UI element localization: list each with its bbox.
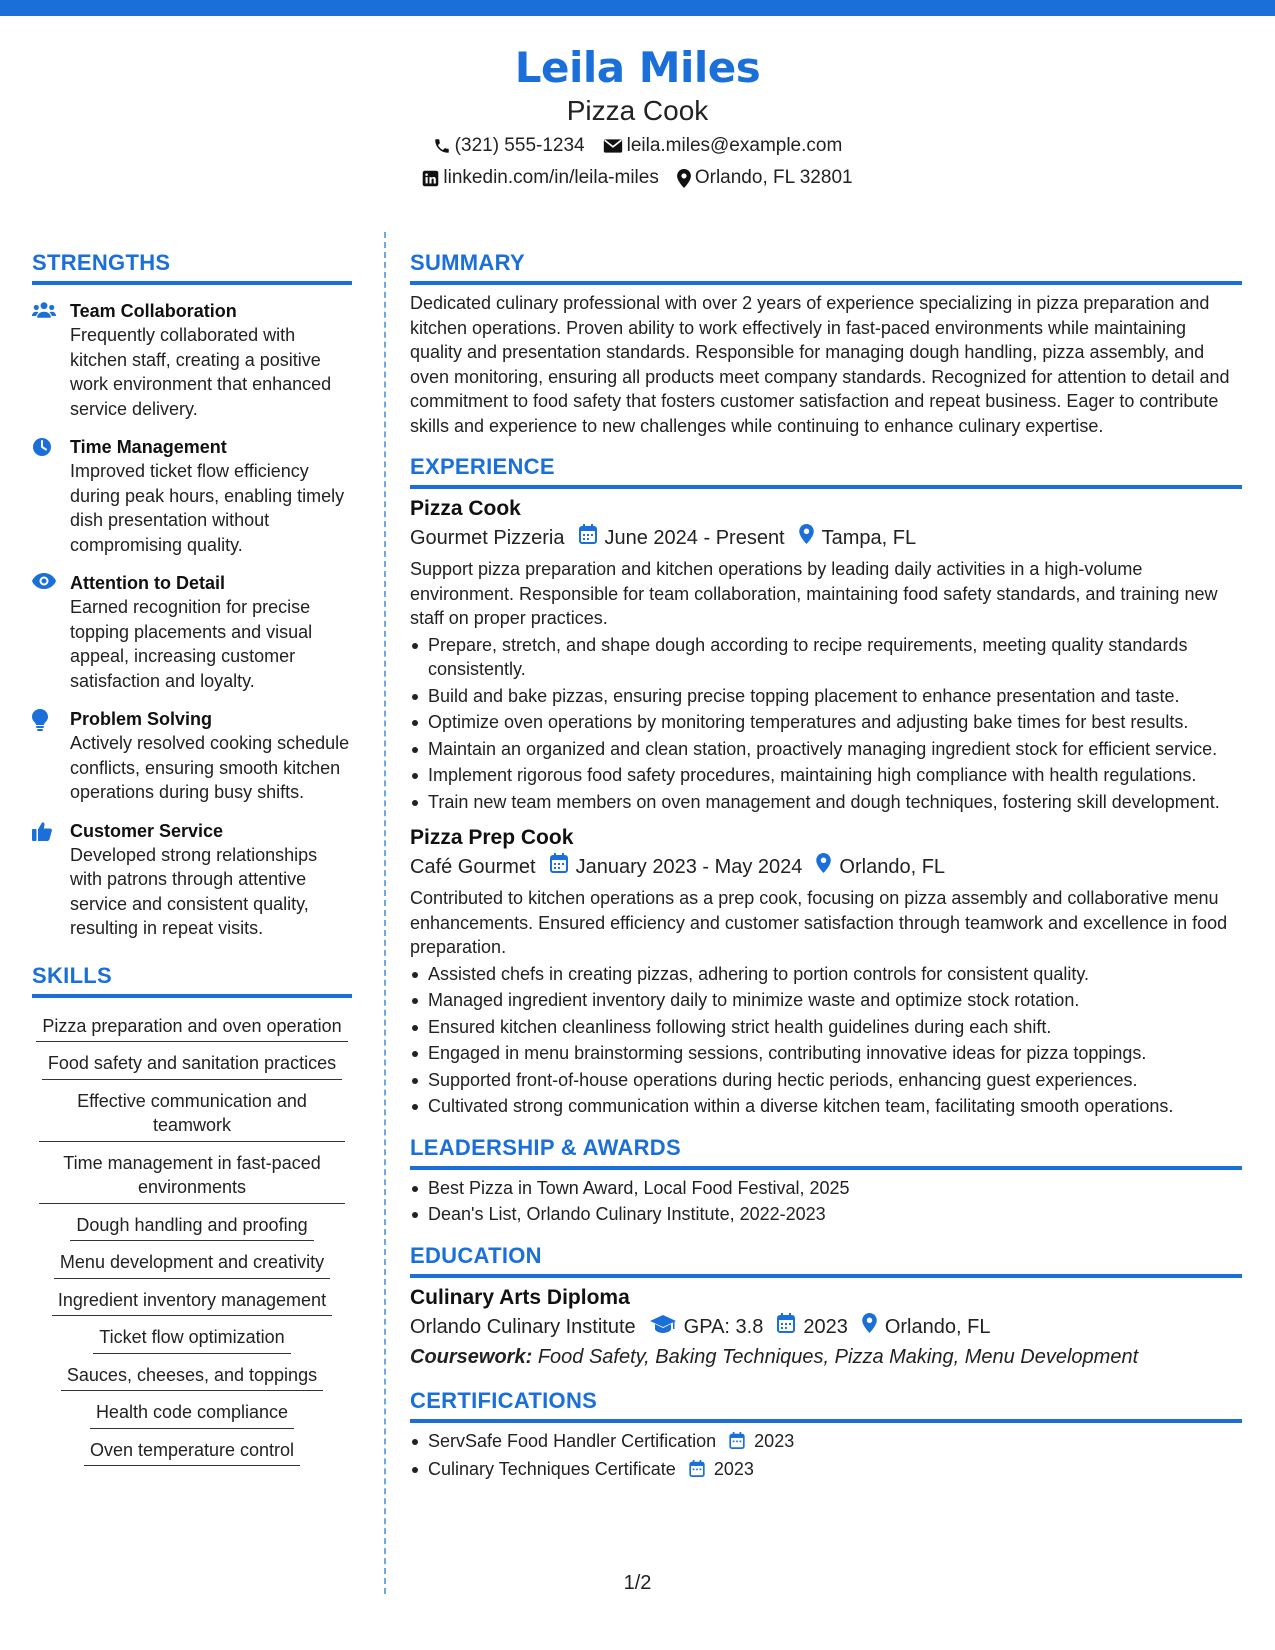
job-entry <box>410 824 1242 1119</box>
strength-item <box>32 707 352 805</box>
strength-name: Attention to Detail <box>70 573 225 593</box>
job-dates-wrap <box>550 852 803 882</box>
coursework-line <box>410 1342 1242 1372</box>
edu-year: 2023 <box>803 1315 848 1338</box>
skill-label: Menu development and creativity <box>54 1250 330 1279</box>
education-heading: EDUCATION <box>410 1242 542 1268</box>
edu-year-wrap <box>777 1312 848 1342</box>
strength-item <box>32 819 352 941</box>
email-text: leila.miles@example.com <box>626 135 843 156</box>
bullet-item: Supported front-of-house operations during hectic periods, enhancing guest experiences. <box>410 1068 1242 1093</box>
job-title: Pizza Prep Cook <box>410 826 574 849</box>
coursework-text: Food Safety, Baking Techniques, Pizza Making, Menu Development <box>537 1345 1139 1368</box>
users-icon <box>32 299 70 421</box>
contact-row-1 <box>0 132 1275 160</box>
bullet-item: Build and bake pizzas, ensuring precise topping placement to enhance presentation and taste. <box>410 684 1242 709</box>
job-company: Gourmet Pizzeria <box>410 527 565 549</box>
edu-location: Orlando, FL <box>884 1315 991 1338</box>
section-rule <box>410 1166 1242 1170</box>
job-location-wrap <box>816 852 945 882</box>
job-meta <box>410 852 1242 882</box>
education-meta <box>410 1312 1242 1342</box>
skill-item <box>32 1319 352 1357</box>
skill-label: Oven temperature control <box>84 1438 300 1467</box>
eye-icon <box>32 571 70 693</box>
job-location-wrap <box>799 523 916 553</box>
calendar-icon <box>579 523 605 553</box>
strength-item <box>32 435 352 557</box>
candidate-title: Pizza Cook <box>566 95 709 126</box>
strength-desc: Improved ticket flow efficiency during peak hours, enabling timely dish presentation without compromising quality. <box>70 461 345 555</box>
map-pin-icon <box>816 852 839 882</box>
bullet-item: Ensured kitchen cleanliness following strict health guidelines during each shift. <box>410 1015 1242 1040</box>
contact-row-2 <box>0 164 1275 192</box>
strength-item <box>32 571 352 693</box>
skill-item <box>32 1244 352 1282</box>
thumbs-up-icon <box>32 819 70 941</box>
job-bullets <box>410 962 1242 1119</box>
bullet-item: Implement rigorous food safety procedures, maintaining high compliance with health regulations. <box>410 763 1242 788</box>
job-location: Tampa, FL <box>821 527 917 549</box>
strength-name: Team Collaboration <box>70 301 237 321</box>
skill-label: Ticket flow optimization <box>93 1325 290 1354</box>
job-location: Orlando, FL <box>839 856 946 878</box>
edu-location-wrap <box>862 1312 991 1342</box>
certification-year: 2023 <box>713 1459 754 1479</box>
strength-name: Problem Solving <box>70 709 213 729</box>
coursework-label: Coursework: <box>410 1345 533 1368</box>
certifications-section <box>410 1386 1242 1484</box>
skill-item <box>32 1045 352 1083</box>
contact-phone[interactable] <box>433 132 585 160</box>
strength-desc: Actively resolved cooking schedule conflicts, ensuring smooth kitchen operations during busy shifts. <box>70 733 350 802</box>
certification-name: ServSafe Food Handler Certification <box>428 1430 717 1451</box>
skill-item <box>32 1145 352 1207</box>
top-accent-bar <box>0 0 1275 16</box>
strengths-section <box>32 248 352 941</box>
skill-label: Pizza preparation and oven operation <box>36 1014 347 1043</box>
location-text: Orlando, FL 32801 <box>694 167 853 188</box>
award-item: Best Pizza in Town Award, Local Food Festival, 2025 <box>410 1176 1242 1201</box>
job-title: Pizza Cook <box>410 497 521 520</box>
clock-icon <box>32 435 70 557</box>
award-item: Dean's List, Orlando Culinary Institute, 2022-2023 <box>410 1202 1242 1227</box>
job-dates: June 2024 - Present <box>604 527 785 549</box>
bullet-item: Train new team members on oven management and dough techniques, fostering skill development. <box>410 790 1242 815</box>
graduation-cap-icon <box>650 1312 684 1342</box>
job-description: Contributed to kitchen operations as a prep cook, focusing on pizza assembly and collaborative menu enhancements. Ensured efficiency and customer satisfaction through teamwork and excellence in food preparation. <box>410 888 1228 957</box>
skill-label: Sauces, cheeses, and toppings <box>61 1363 323 1392</box>
summary-section <box>410 248 1242 438</box>
phone-text: (321) 555-1234 <box>454 135 585 156</box>
contact-email[interactable] <box>603 132 843 160</box>
lightbulb-icon <box>32 707 70 805</box>
calendar-icon <box>729 1431 745 1456</box>
left-column <box>32 248 352 1469</box>
certification-name: Culinary Techniques Certificate <box>428 1459 676 1479</box>
section-rule <box>32 281 352 285</box>
map-pin-icon <box>677 169 691 188</box>
envelope-icon <box>603 138 623 154</box>
strength-desc: Developed strong relationships with patrons through attentive service and consistent quality, resulting in repeat visits. <box>70 844 318 938</box>
certification-year: 2023 <box>754 1430 795 1451</box>
linkedin-text: linkedin.com/in/leila-miles <box>443 167 659 188</box>
candidate-name: Leila Miles <box>514 43 761 92</box>
skill-label: Health code compliance <box>90 1400 294 1429</box>
skills-list <box>32 1008 352 1470</box>
skill-label: Dough handling and proofing <box>70 1213 313 1242</box>
skill-label: Time management in fast-paced environments <box>39 1151 345 1204</box>
certification-item <box>410 1429 1242 1456</box>
strength-item <box>32 299 352 421</box>
skill-item <box>32 1432 352 1470</box>
job-dates: January 2023 - May 2024 <box>575 856 803 878</box>
strength-desc: Frequently collaborated with kitchen staff, creating a positive work environment that enhanced service delivery. <box>70 325 332 419</box>
bullet-item: Assisted chefs in creating pizzas, adhering to portion controls for consistent quality. <box>410 962 1242 987</box>
summary-heading: SUMMARY <box>410 250 525 275</box>
certification-item <box>410 1457 1242 1484</box>
school-name: Orlando Culinary Institute <box>410 1315 636 1338</box>
contact-location <box>677 164 853 192</box>
bullet-item: Managed ingredient inventory daily to minimize waste and optimize stock rotation. <box>410 988 1242 1013</box>
map-pin-icon <box>799 523 822 553</box>
calendar-icon <box>689 1459 705 1484</box>
section-rule <box>410 485 1242 489</box>
section-rule <box>410 1274 1242 1278</box>
strength-desc: Earned recognition for precise topping placements and visual appeal, increasing customer satisfaction and loyalty. <box>70 597 313 691</box>
job-entry <box>410 495 1242 814</box>
linkedin-icon <box>422 170 439 187</box>
skills-heading: SKILLS <box>32 962 113 988</box>
phone-icon <box>433 137 451 155</box>
skills-section <box>32 961 352 1470</box>
skill-label: Effective communication and teamwork <box>39 1089 345 1142</box>
job-meta <box>410 523 1242 553</box>
job-dates-wrap <box>579 523 785 553</box>
bullet-item: Engaged in menu brainstorming sessions, contributing innovative ideas for pizza toppings. <box>410 1041 1242 1066</box>
degree-name: Culinary Arts Diploma <box>410 1285 630 1309</box>
bullet-item: Prepare, stretch, and shape dough according to recipe requirements, meeting quality standards consistently. <box>410 633 1242 682</box>
skill-item <box>32 1008 352 1046</box>
skill-item <box>32 1357 352 1395</box>
contact-linkedin[interactable] <box>422 164 658 192</box>
experience-section <box>410 452 1242 1119</box>
summary-text: Dedicated culinary professional with over 2 years of experience specializing in pizza preparation and kitchen operations. Proven ability to work effectively in fast-paced environments while maintaining quality and presentation standards. Responsible for managing dough handling, pizza assembly, and oven monitoring, ensuring all products meet company standards. Recognized for attention to detail and commitment to food safety that fosters customer satisfaction and repeat business. Eager to contribute skills and experience to new challenges while continuing to enhance culinary expertise. <box>410 293 1230 436</box>
skill-item <box>32 1083 352 1145</box>
certifications-list <box>410 1429 1242 1484</box>
section-rule <box>410 281 1242 285</box>
awards-heading: LEADERSHIP & AWARDS <box>410 1134 681 1160</box>
skill-label: Food safety and sanitation practices <box>42 1051 342 1080</box>
skill-item <box>32 1207 352 1245</box>
map-pin-icon <box>862 1312 885 1342</box>
awards-section <box>410 1133 1242 1227</box>
bullet-item: Maintain an organized and clean station, proactively managing ingredient stock for efficient service. <box>410 737 1242 762</box>
certifications-heading: CERTIFICATIONS <box>410 1387 598 1413</box>
skill-label: Ingredient inventory management <box>52 1288 332 1317</box>
skill-item <box>32 1282 352 1320</box>
job-company: Café Gourmet <box>410 856 536 878</box>
education-section <box>410 1241 1242 1372</box>
bullet-item: Optimize oven operations by monitoring temperatures and adjusting bake times for best results. <box>410 710 1242 735</box>
column-divider <box>384 232 386 1594</box>
section-rule <box>410 1419 1242 1423</box>
right-column <box>410 248 1242 1484</box>
gpa-text: GPA: 3.8 <box>683 1315 764 1338</box>
calendar-icon <box>550 852 576 882</box>
skill-item <box>32 1394 352 1432</box>
gpa-wrap <box>650 1312 764 1342</box>
calendar-icon <box>777 1312 803 1342</box>
strength-name: Time Management <box>70 437 227 457</box>
experience-heading: EXPERIENCE <box>410 454 555 479</box>
job-description: Support pizza preparation and kitchen operations by leading daily activities in a high-volume environment. Responsible for team collaboration, maintaining food safety standards, and training new staff on proper practices. <box>410 559 1218 628</box>
resume-header <box>0 42 1275 192</box>
strengths-heading: STRENGTHS <box>32 250 171 275</box>
section-rule <box>32 994 352 998</box>
bullet-item: Cultivated strong communication within a diverse kitchen team, facilitating smooth operations. <box>410 1094 1242 1119</box>
page-number: 1/2 <box>623 1572 652 1594</box>
job-bullets <box>410 633 1242 815</box>
awards-list <box>410 1176 1242 1227</box>
strength-name: Customer Service <box>70 820 224 841</box>
